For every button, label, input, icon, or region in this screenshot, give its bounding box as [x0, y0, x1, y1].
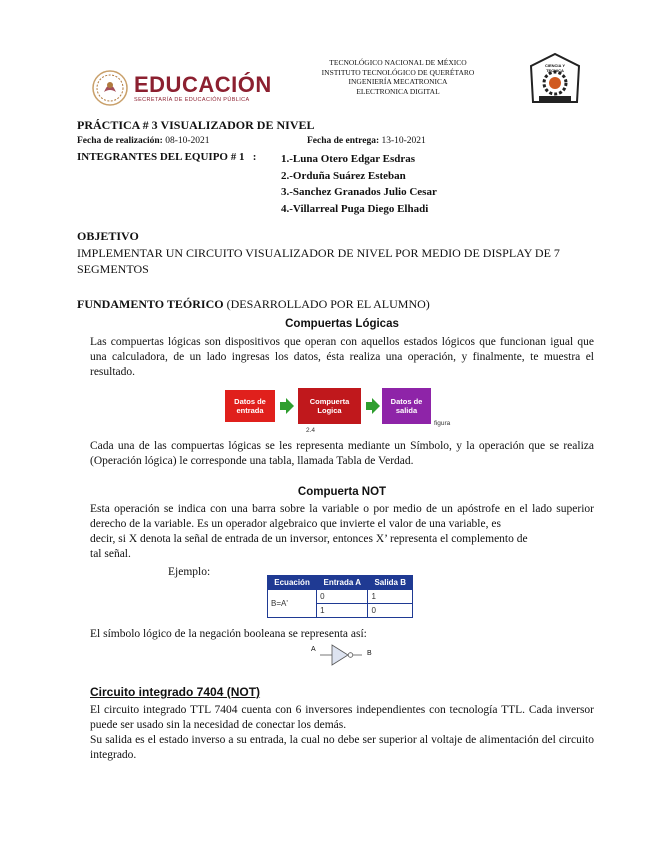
diagram-box-output: Datos de salida	[382, 388, 431, 424]
institution-line: ELECTRONICA DIGITAL	[356, 86, 440, 96]
ic-text-1: El circuito integrado TTL 7404 cuenta con 6 inversores independientes con tecnología TTL. Cada inversor puede ser usado sin la necesidad de conectar los demás.	[90, 704, 594, 731]
itq-logo	[525, 52, 585, 110]
members-list	[281, 151, 437, 217]
ic-paragraph	[90, 703, 594, 763]
truth-table-header-row	[268, 576, 413, 590]
member-item: 2.-Orduña Suárez Esteban	[281, 169, 406, 182]
truth-table-cell: 0	[317, 590, 368, 604]
institution-line: INGENIERÍA MECATRONICA	[348, 77, 448, 86]
truth-table-header: Ecuación	[268, 576, 317, 590]
not-symbol-input-label: A	[311, 646, 316, 653]
date-made-label: Fecha de realización:	[77, 136, 163, 146]
truth-table-header: Salida B	[368, 576, 413, 590]
truth-table-cell: 0	[368, 604, 413, 618]
date-due-label: Fecha de entrega:	[307, 136, 380, 146]
arrow-right-icon	[280, 398, 294, 414]
theory-heading	[77, 297, 430, 312]
truth-table-cell: 1	[368, 590, 413, 604]
member-item: 3.-Sanchez Granados Julio Cesar	[281, 186, 437, 198]
truth-table-cell: 1	[317, 604, 368, 618]
education-subtitle: SECRETARÍA DE EDUCACIÓN PÚBLICA	[134, 97, 250, 103]
theory-heading-title: FUNDAMENTO TEÓRICO	[77, 297, 224, 311]
not-gate-paragraph	[90, 502, 594, 562]
date-made	[77, 136, 210, 146]
not-gate-text-2: decir, si X denota la señal de entrada de un inversor, entonces X’ representa el complemento de	[90, 533, 528, 545]
objective-text: IMPLEMENTAR UN CIRCUITO VISUALIZADOR DE NIVEL POR MEDIO DE DISPLAY DE 7 SEGMENTOS	[77, 246, 560, 276]
ic-title: Circuito integrado 7404 (NOT)	[90, 685, 261, 699]
example-label: Ejemplo:	[168, 566, 211, 578]
truth-table	[267, 575, 413, 618]
education-wordmark: EDUCACIÓN	[134, 72, 272, 97]
truth-table-header: Entrada A	[317, 576, 368, 590]
not-gate-text-1: Esta operación se indica con una barra sobre la variable o por medio de un apóstrofe en el lado superior derecho de la variable. Es un operador algebraico que invierte el valor de una variable, es	[90, 503, 594, 530]
education-logo	[90, 68, 130, 108]
diagram-box-input: Datos de entrada	[225, 390, 275, 422]
ic-text-2: Su salida es el estado inverso a su entrada, la cual no debe ser superior al voltaje de alimentación del circuito integrado.	[90, 734, 594, 761]
logic-gates-paragraph: Las compuertas lógicas son dispositivos que operan con aquellos estados lógicos que funcionan igual que una calculadora, de un lado ingresas los datos, ésta realiza una operación, y finalmente, te muestra el resultado.	[90, 336, 594, 378]
practice-title: PRÁCTICA # 3 VISUALIZADOR DE NIVEL	[77, 118, 315, 132]
objective-heading: OBJETIVO	[77, 229, 139, 243]
member-item: 4.-Villarreal Puga Diego Elhadi	[281, 202, 429, 215]
truth-table-equation: B=A'	[268, 590, 317, 618]
not-symbol-output-label: B	[367, 650, 372, 657]
diagram-box-gate: Compuerta Logica	[298, 388, 361, 424]
institution-block	[298, 58, 498, 96]
symbol-sentence: El símbolo lógico de la negación booleana se representa así:	[90, 628, 367, 640]
date-due-value: 13-10-2021	[381, 136, 426, 146]
seal-text: CIENCIA Y TECNICA	[544, 63, 565, 73]
logic-gates-title: Compuertas Lógicas	[285, 318, 399, 330]
member-item: 1.-Luna Otero Edgar Esdras	[281, 153, 416, 165]
diagram-caption: figura	[434, 420, 451, 427]
institution-line: TECNOLÓGICO NACIONAL DE MÉXICO	[329, 58, 467, 67]
diagram-number: 2.4	[306, 427, 316, 434]
date-made-value: 08-10-2021	[165, 136, 210, 146]
symbol-paragraph: Cada una de las compuertas lógicas se les representa mediante un Símbolo, y la operación que se realiza (Operación lógica) le corresponde una tabla, llamada Tabla de Verdad.	[90, 440, 594, 467]
gear-seal-icon	[525, 52, 585, 110]
eagle-seal-icon	[90, 68, 130, 108]
theory-heading-note: (DESARROLLADO POR EL ALUMNO)	[226, 297, 430, 311]
institution-line: INSTITUTO TECNOLÓGICO DE QUERÉTARO	[321, 67, 475, 77]
not-gate-title: Compuerta NOT	[297, 486, 387, 498]
table-row	[268, 590, 413, 604]
team-label: INTEGRANTES DEL EQUIPO # 1 :	[77, 151, 257, 163]
not-gate-text-3: tal señal.	[90, 548, 131, 560]
date-due	[307, 136, 426, 146]
not-gate-symbol-icon	[320, 643, 362, 667]
arrow-right-icon	[366, 398, 380, 414]
